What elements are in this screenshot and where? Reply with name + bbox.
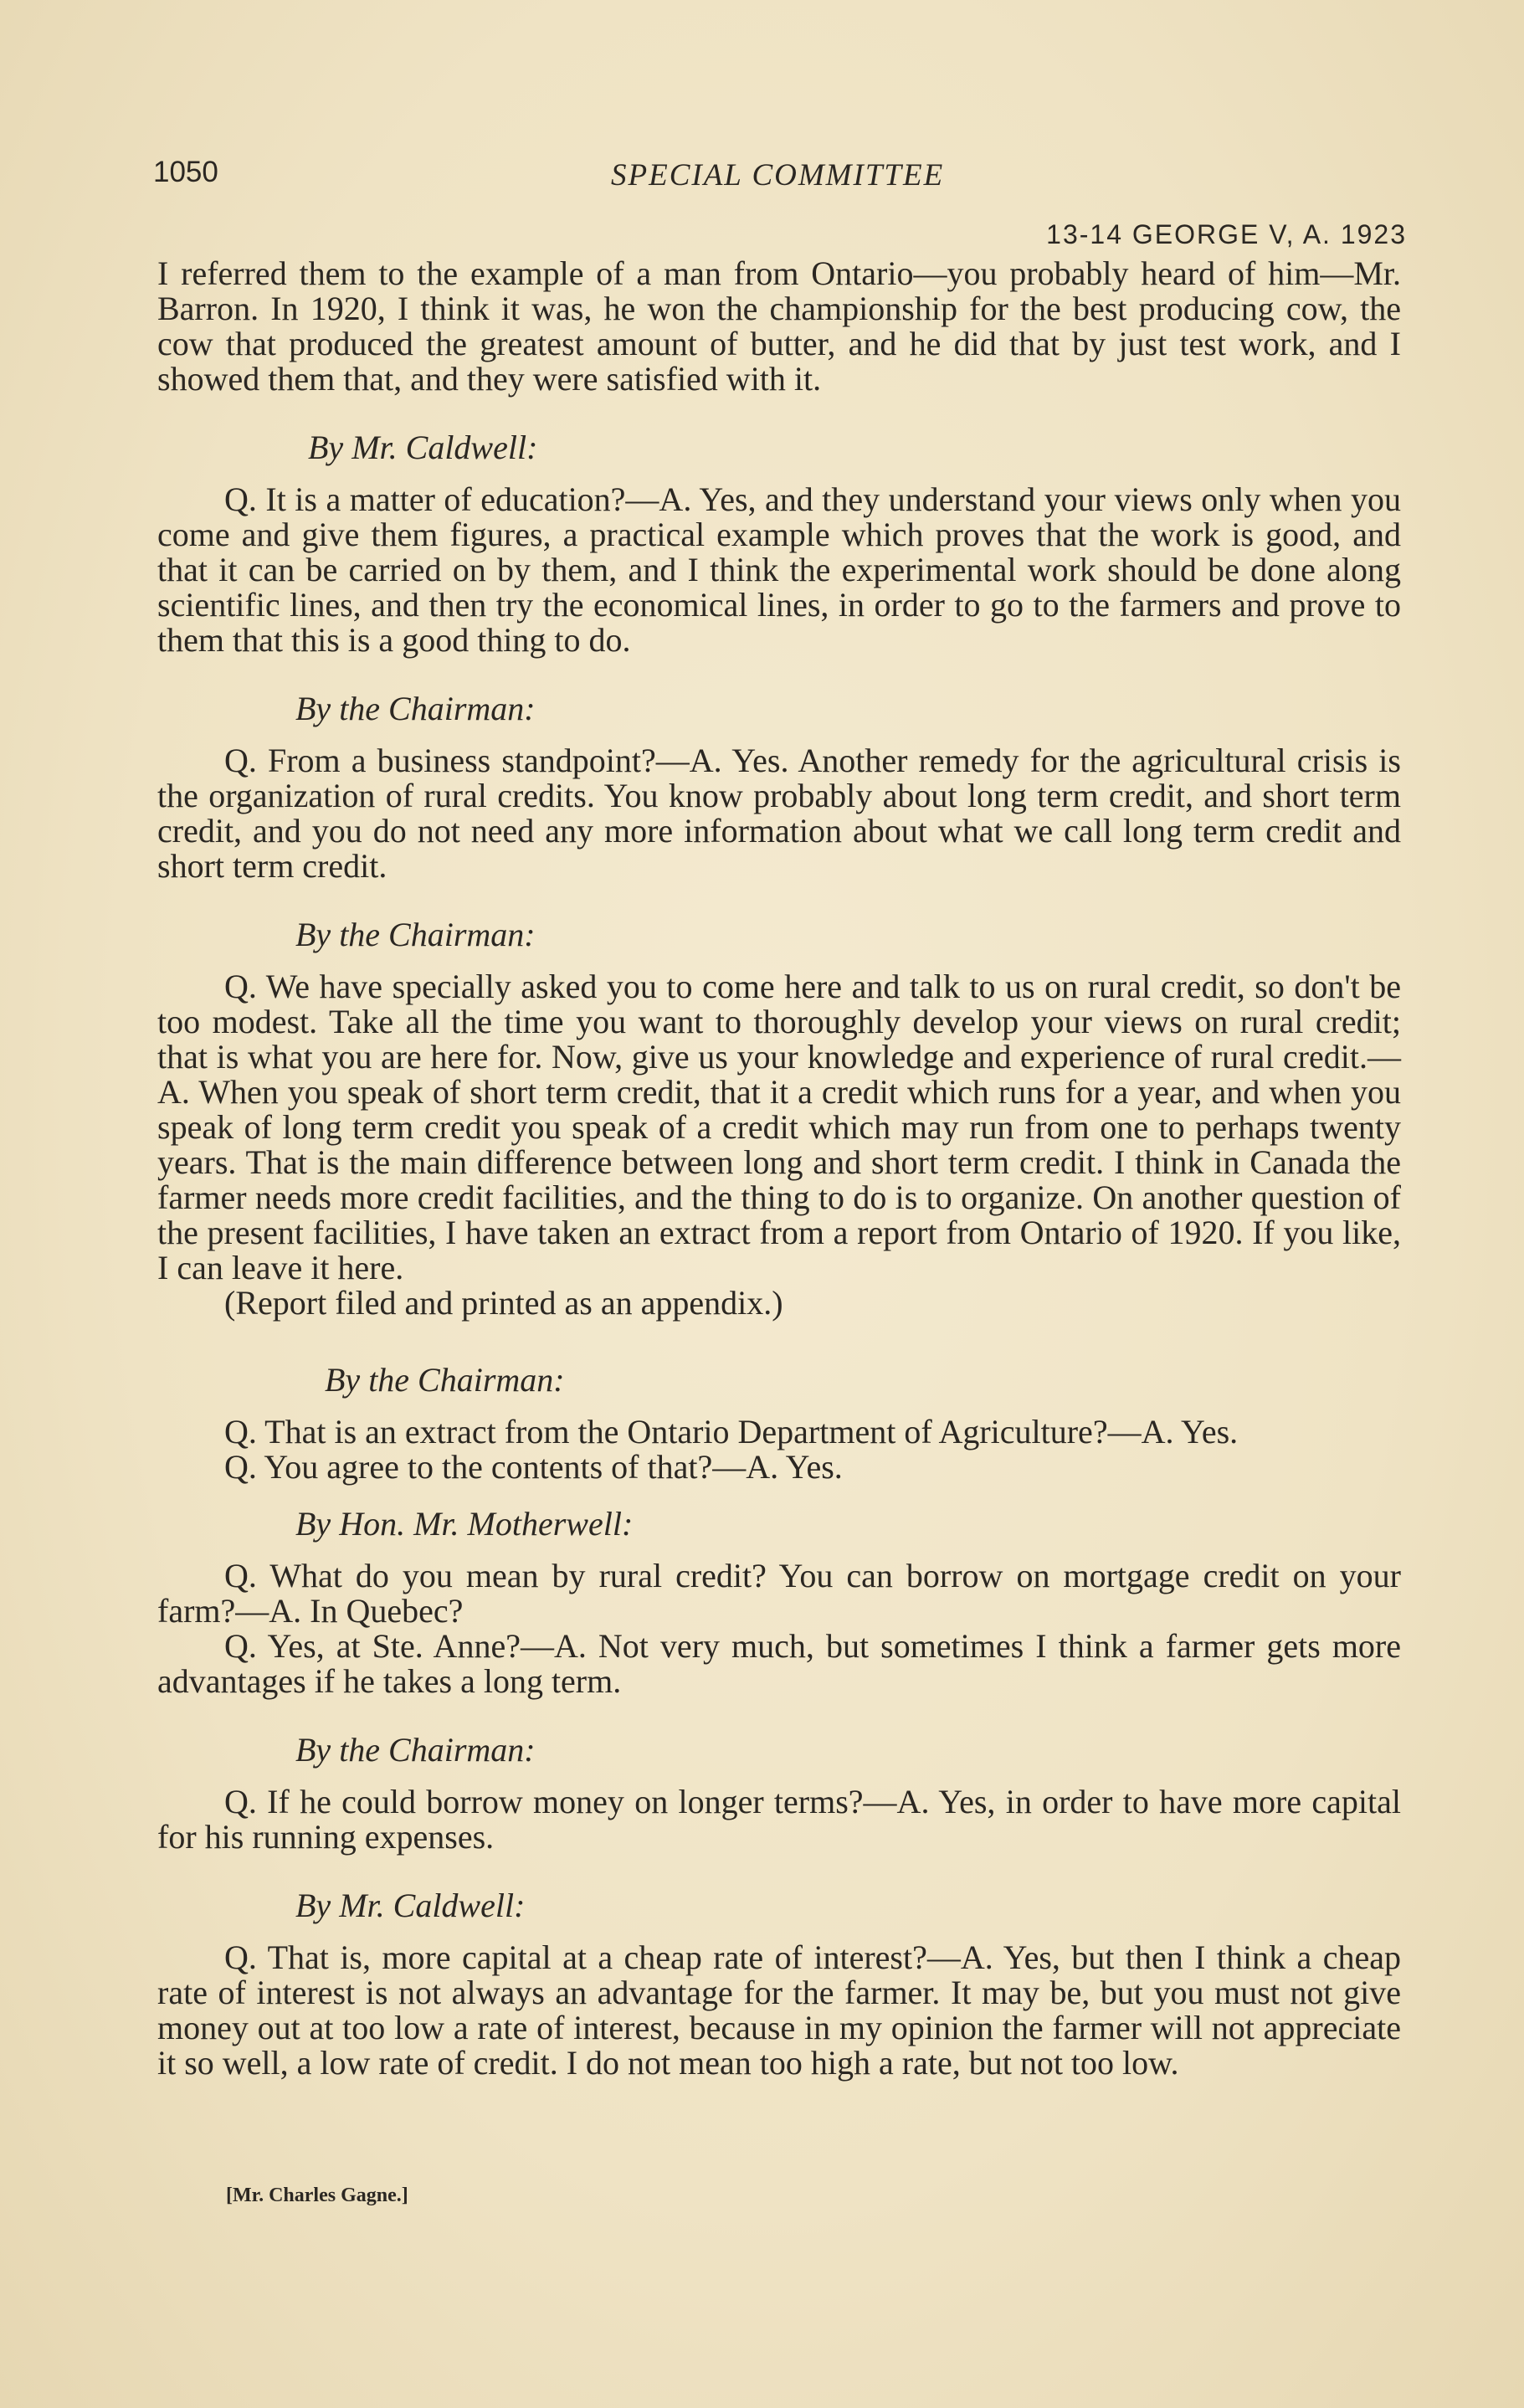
speaker-heading: By the Chairman: <box>295 916 536 953</box>
speaker-heading: By Mr. Caldwell: <box>308 429 538 466</box>
paragraph-testimony: Q. What do you mean by rural credit? You can borrow on mortgage credit on your farm?—A. In Quebec? <box>157 1557 1401 1630</box>
paragraph-testimony: Q. You agree to the contents of that?—A. Yes. <box>224 1448 843 1486</box>
speaker-heading: By the Chairman: <box>325 1361 565 1399</box>
paragraph-note: (Report filed and printed as an appendix.) <box>224 1284 783 1322</box>
paragraph-testimony: Q. We have specially asked you to come here and talk to us on rural credit, so don't be too modest. Take all the time you want to thoroughly develop your views on rural credit; that is what you are here for. Now, give us your knowledge and experience of rural credit.—A. When you speak of short term credit, that it a credit which runs for a year, and when you speak of long term credit you speak of a credit which may run from one to perhaps twenty years. That is the main difference between long and short term credit. I think in Canada the farmer needs more credit facilities, and the thing to do is to organize. On another question of the present facilities, I have taken an extract from a report from Ontario of 1920. If you like, I can leave it here. <box>157 968 1401 1286</box>
speaker-heading: By Mr. Caldwell: <box>295 1887 526 1924</box>
speaker-heading: By Hon. Mr. Motherwell: <box>295 1505 634 1543</box>
session-reference: 13-14 GEORGE V, A. 1923 <box>1046 219 1407 249</box>
paragraph-testimony: Q. From a business standpoint?—A. Yes. Another remedy for the agricultural crisis is the organization of rural credits. You know probably about long term credit, and short term credit, and you do not need any more information about what we call long term credit and short term credit. <box>157 742 1401 885</box>
speaker-heading: By the Chairman: <box>295 1731 536 1769</box>
document-body <box>157 256 1401 2081</box>
witness-tag: [Mr. Charles Gagne.] <box>226 2185 408 2206</box>
paragraph-testimony: Q. It is a matter of education?—A. Yes, and they understand your views only when you come and give them figures, a practical example which proves that the work is good, and that it can be carried on by them, and I think the experimental work should be done along scientific lines, and then try the economical lines, in order to go to the farmers and prove to them that this is a good thing to do. <box>157 480 1401 659</box>
page-number: 1050 <box>153 156 218 188</box>
speaker-heading: By the Chairman: <box>295 690 536 727</box>
paragraph-testimony: I referred them to the example of a man from Ontario—you probably heard of him—Mr. Barron. In 1920, I think it was, he won the championship for the best producing cow, the cow that produced the greatest amount of butter, and he did that by just test work, and I showed them that, and they were satisfied with it. <box>157 254 1401 398</box>
running-title: SPECIAL COMMITTEE <box>611 158 945 193</box>
paragraph-testimony: Q. That is, more capital at a cheap rate of interest?—A. Yes, but then I think a cheap rate of interest is not always an advantage for the farmer. It may be, but you must not give money out at too low a rate of interest, because in my opinion the farmer will not appreciate it so well, a low rate of credit. I do not mean too high a rate, but not too low. <box>157 1938 1401 2082</box>
paragraph-testimony: Q. If he could borrow money on longer terms?—A. Yes, in order to have more capital for his running expenses. <box>157 1783 1401 1856</box>
paragraph-testimony: Q. Yes, at Ste. Anne?—A. Not very much, but sometimes I think a farmer gets more advantages if he takes a long term. <box>157 1627 1401 1700</box>
paragraph-testimony: Q. That is an extract from the Ontario Department of Agriculture?—A. Yes. <box>224 1413 1239 1450</box>
